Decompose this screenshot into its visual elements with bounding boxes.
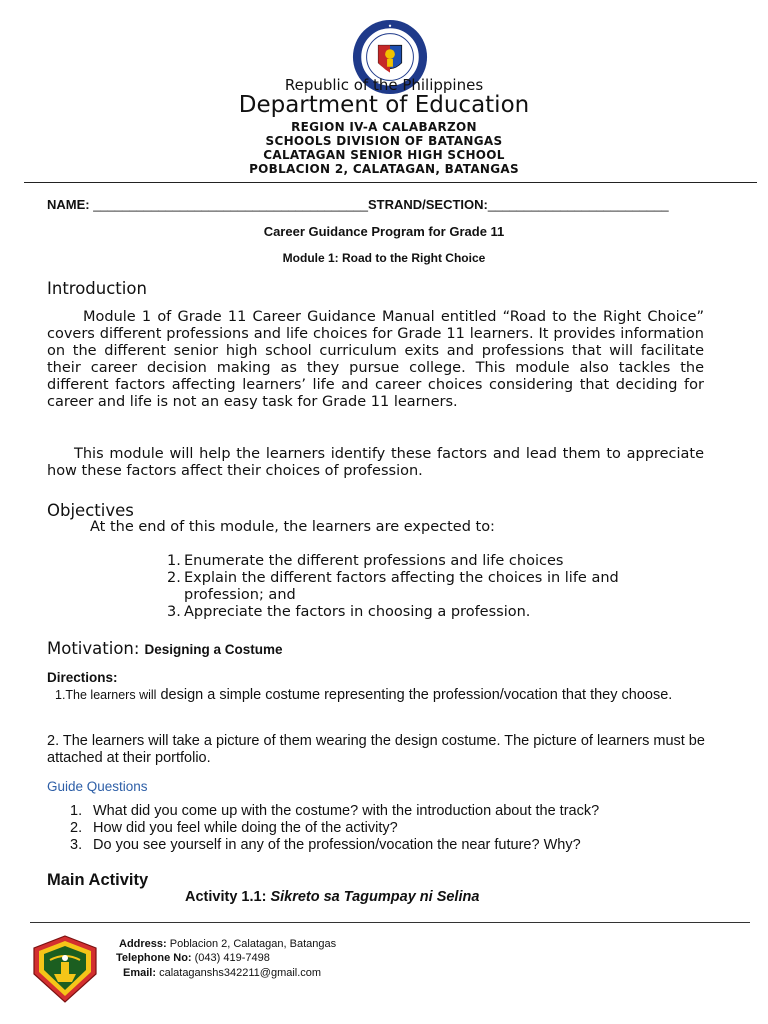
header-divider bbox=[24, 182, 757, 183]
activity-title: Sikreto sa Tagumpay ni Selina bbox=[270, 889, 480, 905]
email-label: Email: bbox=[123, 967, 157, 979]
objective-number: 1. bbox=[167, 553, 181, 569]
direction-item-2: 2. The learners will take a picture of them wearing the design costume. The picture of learners must be attached at their portfolio. bbox=[47, 733, 705, 766]
direction-item-1 bbox=[47, 687, 717, 704]
email-value[interactable]: calataganshs342211@gmail.com bbox=[159, 967, 322, 979]
address-value: Poblacion 2, Calatagan, Batangas bbox=[169, 938, 337, 950]
activity-label: Activity 1.1: bbox=[185, 889, 267, 905]
guide-question-text: How did you feel while doing the of the activity? bbox=[93, 820, 398, 836]
objective-text: Explain the different factors affecting the choices in life and profession; and bbox=[184, 570, 619, 603]
school-line: CALATAGAN SENIOR HIGH SCHOOL bbox=[263, 148, 505, 162]
guide-question-item bbox=[70, 837, 730, 854]
footer-divider bbox=[30, 922, 750, 923]
address-line: POBLACION 2, CALATAGAN, BATANGAS bbox=[249, 162, 519, 176]
guide-questions-list bbox=[70, 803, 730, 854]
guide-question-text: Do you see yourself in any of the profession/vocation the near future? Why? bbox=[93, 837, 581, 853]
telephone-label: Telephone No: bbox=[116, 952, 192, 964]
telephone-value: (043) 419-7498 bbox=[194, 952, 270, 964]
introduction-paragraph-2: This module will help the learners identify these factors and lead them to appreciate how these factors affect their choices of profession. bbox=[47, 446, 704, 479]
guide-question-item bbox=[70, 820, 730, 837]
address-label: Address: bbox=[119, 938, 167, 950]
name-blank[interactable]: ______________________________________ bbox=[93, 197, 368, 212]
introduction-heading: Introduction bbox=[47, 279, 147, 298]
direction-1-text: design a simple costume representing the profession/vocation that they choose. bbox=[160, 687, 673, 703]
direction-1-prefix: 1.The learners will bbox=[55, 688, 157, 702]
introduction-paragraph-1: Module 1 of Grade 11 Career Guidance Manual entitled “Road to the Right Choice” covers different professions and life choices for Grade 11 learners. It provides information on the different senior high school curriculum exits and professions that will facilitate their career decision making as they pursue college. This module also tackles the different factors affecting learners’ life and career choices considering that deciding for career and life is not an easy task for Grade 11 learners. bbox=[47, 309, 704, 410]
objective-item bbox=[167, 604, 627, 621]
footer-telephone bbox=[116, 951, 270, 966]
activity-title-row bbox=[185, 889, 479, 905]
division-line: SCHOOLS DIVISION OF BATANGAS bbox=[265, 134, 503, 148]
strand-blank[interactable]: _________________________ bbox=[487, 197, 669, 212]
guide-question-number: 1. bbox=[70, 803, 83, 819]
footer-address bbox=[119, 937, 336, 952]
objective-text: Appreciate the factors in choosing a profession. bbox=[184, 604, 531, 620]
guide-question-item bbox=[70, 803, 730, 820]
guide-questions-label: Guide Questions bbox=[47, 779, 148, 794]
motivation-heading-row bbox=[47, 639, 283, 658]
objectives-list bbox=[167, 553, 627, 621]
strand-label: STRAND/SECTION: bbox=[367, 197, 488, 212]
main-activity-heading: Main Activity bbox=[47, 871, 149, 889]
motivation-heading: Motivation: bbox=[47, 639, 140, 658]
region-line: REGION IV-A CALABARZON bbox=[291, 120, 477, 134]
objective-text: Enumerate the different professions and life choices bbox=[184, 553, 564, 569]
objective-number: 3. bbox=[167, 604, 181, 620]
guide-question-number: 3. bbox=[70, 837, 83, 853]
motivation-subheading: Designing a Costume bbox=[144, 642, 283, 657]
objective-item bbox=[167, 553, 627, 570]
name-strand-bar bbox=[47, 197, 747, 212]
objectives-heading: Objectives bbox=[47, 501, 134, 520]
name-label: NAME: bbox=[47, 197, 90, 212]
program-title: Career Guidance Program for Grade 11 bbox=[263, 224, 505, 239]
objectives-intro: At the end of this module, the learners are expected to: bbox=[90, 519, 495, 535]
objective-number: 2. bbox=[167, 570, 181, 586]
school-logo-icon bbox=[30, 934, 100, 1004]
directions-label: Directions: bbox=[47, 670, 118, 685]
department-title: Department of Education bbox=[238, 92, 530, 118]
guide-question-number: 2. bbox=[70, 820, 83, 836]
objective-item bbox=[167, 570, 627, 604]
republic-title: Republic of the Philippines bbox=[284, 76, 484, 94]
guide-question-text: What did you come up with the costume? with the introduction about the track? bbox=[93, 803, 600, 819]
module-title: Module 1: Road to the Right Choice bbox=[282, 251, 486, 265]
footer-email bbox=[123, 966, 321, 981]
